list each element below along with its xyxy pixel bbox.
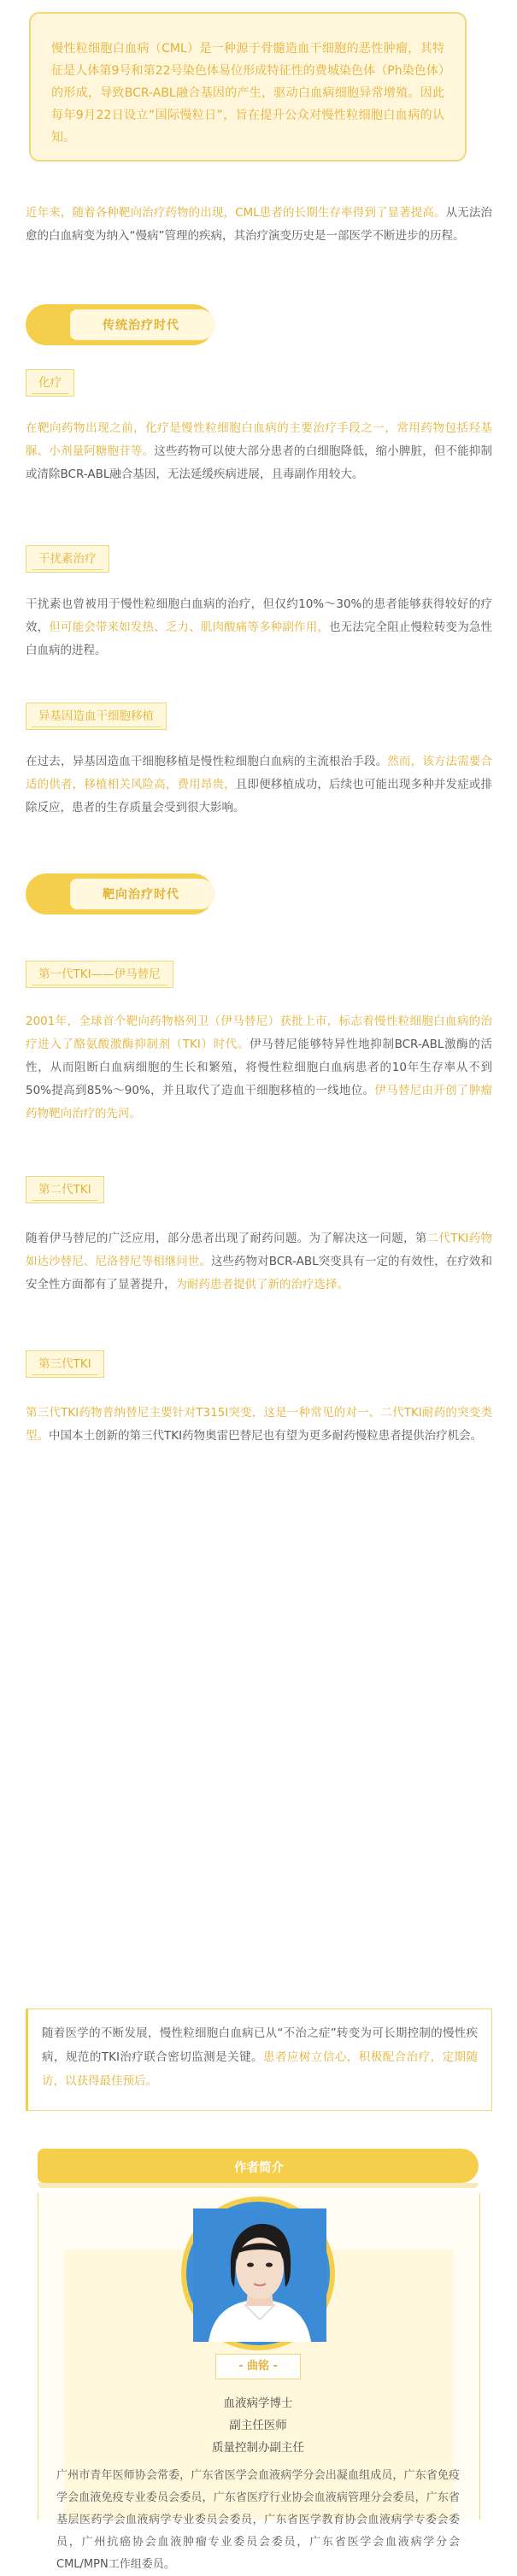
lead-highlight: 近年来，随着各种靶向治疗药物的出现，CML患者的长期生存率得到了显著提高。 (26, 206, 446, 220)
summary-text: 随着医学的不断发展，慢性粒细胞白血病已从“不治之症”转变为可长期控制的慢性疾病，规范的TKI治疗联合密切监测是关键。 (42, 2026, 478, 2064)
author-role: 质量控制办副主任 (212, 2441, 304, 2455)
tag-tki-second-gen (26, 1176, 104, 1203)
author-avatar (181, 2197, 335, 2350)
interferon-text-b: 也无法完全阻止慢粒转变为急性白血病的进程。 (26, 620, 493, 657)
section-targeted-header (26, 873, 222, 915)
tki1-rest: 伊马替尼能够特异性地抑制BCR-ABL激酶的活性，从而阻断白血病细胞的生长和繁殖，将慢性粒细胞白血病患者的10年生存率从不到50%提高到85%～90%，并且取代了造血干细胞移植的一线地位。 (26, 1038, 492, 1097)
chemo-paragraph (26, 417, 492, 486)
tki2-paragraph (26, 1227, 492, 1297)
lead-rest: 从无法治愈的白血病变为纳入“慢病”管理的疾病，其治疗演变历史是一部医学不断进步的历程。 (26, 206, 492, 243)
author-section-title: 作者简介 (234, 2161, 284, 2175)
tag-tki-third-gen-label: 第三代TKI (38, 1357, 91, 1371)
tki1-highlight-2: 伊马替尼由开创了肿瘤药物靶向治疗的先河。 (26, 1084, 492, 1120)
author-title: 副主任医师 (229, 2419, 287, 2432)
author-name: - 曲铭 - (215, 2354, 301, 2379)
lead-paragraph (26, 202, 492, 248)
author-section-header (38, 2149, 479, 2188)
tag-tki-first-gen-label: 第一代TKI——伊马替尼 (38, 967, 161, 981)
section-traditional-header (26, 304, 222, 345)
tki1-paragraph (26, 1010, 492, 1126)
chemo-rest: 这些药物可以使大部分患者的白细胞降低，缩小脾脏，但不能抑制或清除BCR-ABL融合基因，无法延缓疾病进展，且毒副作用较大。 (26, 444, 493, 481)
summary-quote-text (28, 2009, 491, 2105)
tki2-text-b: 这些药物对BCR-ABL突变具有一定的有效性，在疗效和安全性方面都有了显著提升， (26, 1255, 492, 1291)
tag-interferon (26, 545, 109, 573)
tki3-paragraph (26, 1402, 492, 1448)
transplant-paragraph (26, 750, 492, 820)
tki3-highlight: 第三代TKI药物普纳替尼主要针对T315I突变，这是一种常见的对一、二代TKI耐药的突变类型。 (26, 1406, 492, 1443)
author-degree: 血液病学博士 (223, 2397, 293, 2410)
tki1-highlight: 2001年，全球首个靶向药物格列卫（伊马替尼）获批上市，标志着慢性粒细胞白血病的治疗进入了酪氨酸激酶抑制剂（TKI）时代。 (26, 1015, 492, 1051)
section-targeted-title: 靶向治疗时代 (103, 888, 179, 902)
tag-transplant (26, 703, 167, 730)
interferon-highlight: 但可能会带来如发热、乏力、肌肉酸痛等多种副作用， (49, 620, 330, 634)
tki3-rest: 中国本土创新的第三代TKI药物奥雷巴替尼也有望为更多耐药慢粒患者提供治疗机会。 (49, 1429, 483, 1443)
tag-transplant-label: 异基因造血干细胞移植 (38, 709, 154, 723)
tag-chemotherapy-label: 化疗 (38, 376, 62, 390)
interferon-paragraph (26, 593, 492, 662)
transplant-text-b: 且即便移植成功，后续也可能出现多种并发症或排除反应，患者的生存质量会受到很大影响。 (26, 778, 493, 815)
interferon-text-a: 干扰素也曾被用于慢性粒细胞白血病的治疗，但仅约10%～30%的患者能够获得较好的疗效， (26, 597, 492, 634)
tki2-text-a: 随着伊马替尼的广泛应用，部分患者出现了耐药问题。为了解决这一问题，第 (26, 1232, 427, 1245)
summary-quote-box (26, 2008, 492, 2111)
tag-tki-second-gen-label: 第二代TKI (38, 1183, 91, 1197)
summary-highlight: 患者应树立信心，积极配合治疗，定期随访，以获得最佳预后。 (42, 2050, 478, 2088)
author-bio-affiliations: 广州市青年医师协会常委，广东省医学会血液病学分会出凝血组成员，广东省免疫学会血液免疫专业委员会委员，广东省医疗行业协会血液病管理分会委员，广东省基层医药学会血液病学专业委员会委员，广东省医学教育协会血液病学专委会委员，广州抗癌协会血液肿瘤专业委员会委员，广东省医学会血液病学分会CML/MPN工作组委员。 (56, 2469, 460, 2571)
section-traditional-title: 传统治疗时代 (103, 319, 179, 332)
transplant-highlight: 然而，该方法需要合适的供者，移植相关风险高，费用昂贵， (26, 755, 493, 791)
tag-chemotherapy (26, 369, 74, 397)
tag-tki-first-gen (26, 961, 173, 988)
intro-box (29, 12, 467, 162)
tki2-highlight: 二代TKI药物如达沙替尼、尼洛替尼等相继问世。 (26, 1232, 492, 1268)
tag-interferon-label: 干扰素治疗 (38, 552, 97, 566)
tki2-highlight-2: 为耐药患者提供了新的治疗选择。 (175, 1278, 349, 1291)
intro-text: 慢性粒细胞白血病（CML）是一种源于骨髓造血干细胞的恶性肿瘤，其特征是人体第9号和第22号染色体易位形成特征性的费城染色体（Ph染色体）的形成，导致BCR-ABL融合基因的产生，驱动白血病细胞异常增殖。因此每年9月22日设立“国际慢粒日”，旨在提升公众对慢性粒细胞白血病的认知。 (51, 42, 444, 144)
transplant-text-a: 在过去，异基因造血干细胞移植是慢性粒细胞白血病的主流根治手段。 (26, 755, 388, 768)
chemo-highlight: 在靶向药物出现之前，化疗是慢性粒细胞白血病的主要治疗手段之一，常用药物包括羟基脲、小剂量阿糖胞苷等。 (26, 421, 492, 458)
tag-tki-third-gen (26, 1350, 104, 1378)
portrait-image (193, 2208, 326, 2342)
